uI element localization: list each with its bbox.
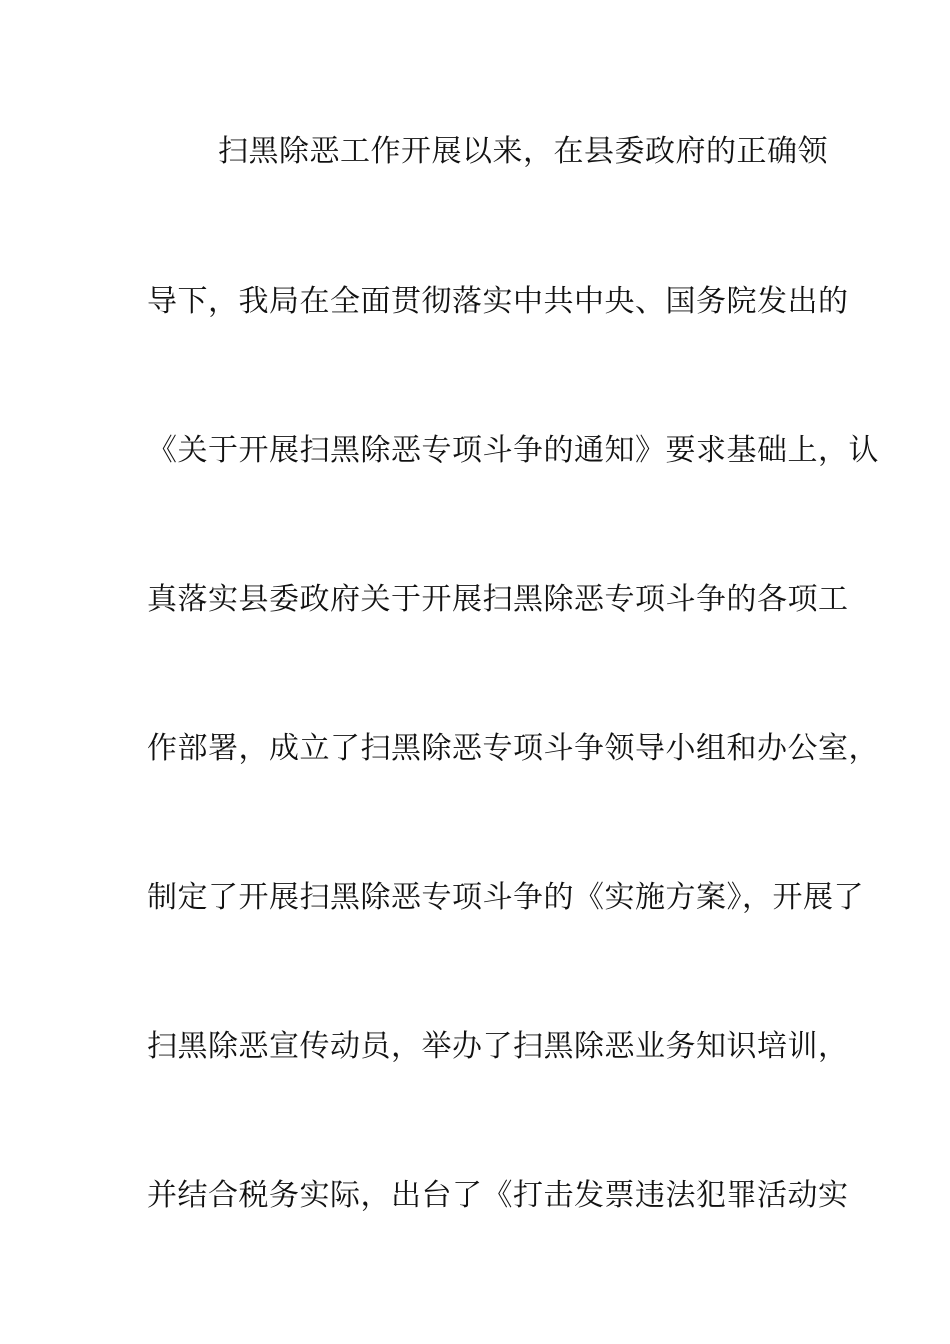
paragraph-line-8: 并结合税务实际，出台了《打击发票违法犯罪活动实	[147, 1178, 849, 1213]
paragraph-line-7: 扫黑除恶宣传动员，举办了扫黑除恶业务知识培训，	[147, 1029, 849, 1064]
paragraph-line-4: 真落实县委政府关于开展扫黑除恶专项斗争的各项工	[147, 582, 849, 617]
paragraph-line-2: 导下，我局在全面贯彻落实中共中央、国务院发出的	[147, 284, 849, 319]
paragraph-line-6: 制定了开展扫黑除恶专项斗争的《实施方案》，开展了	[147, 880, 864, 915]
paragraph-line-3: 《关于开展扫黑除恶专项斗争的通知》要求基础上，认	[147, 433, 879, 468]
paragraph-line-1: 扫黑除恶工作开展以来，在县委政府的正确领	[218, 134, 828, 169]
paragraph-line-5: 作部署，成立了扫黑除恶专项斗争领导小组和办公室，	[147, 731, 879, 766]
